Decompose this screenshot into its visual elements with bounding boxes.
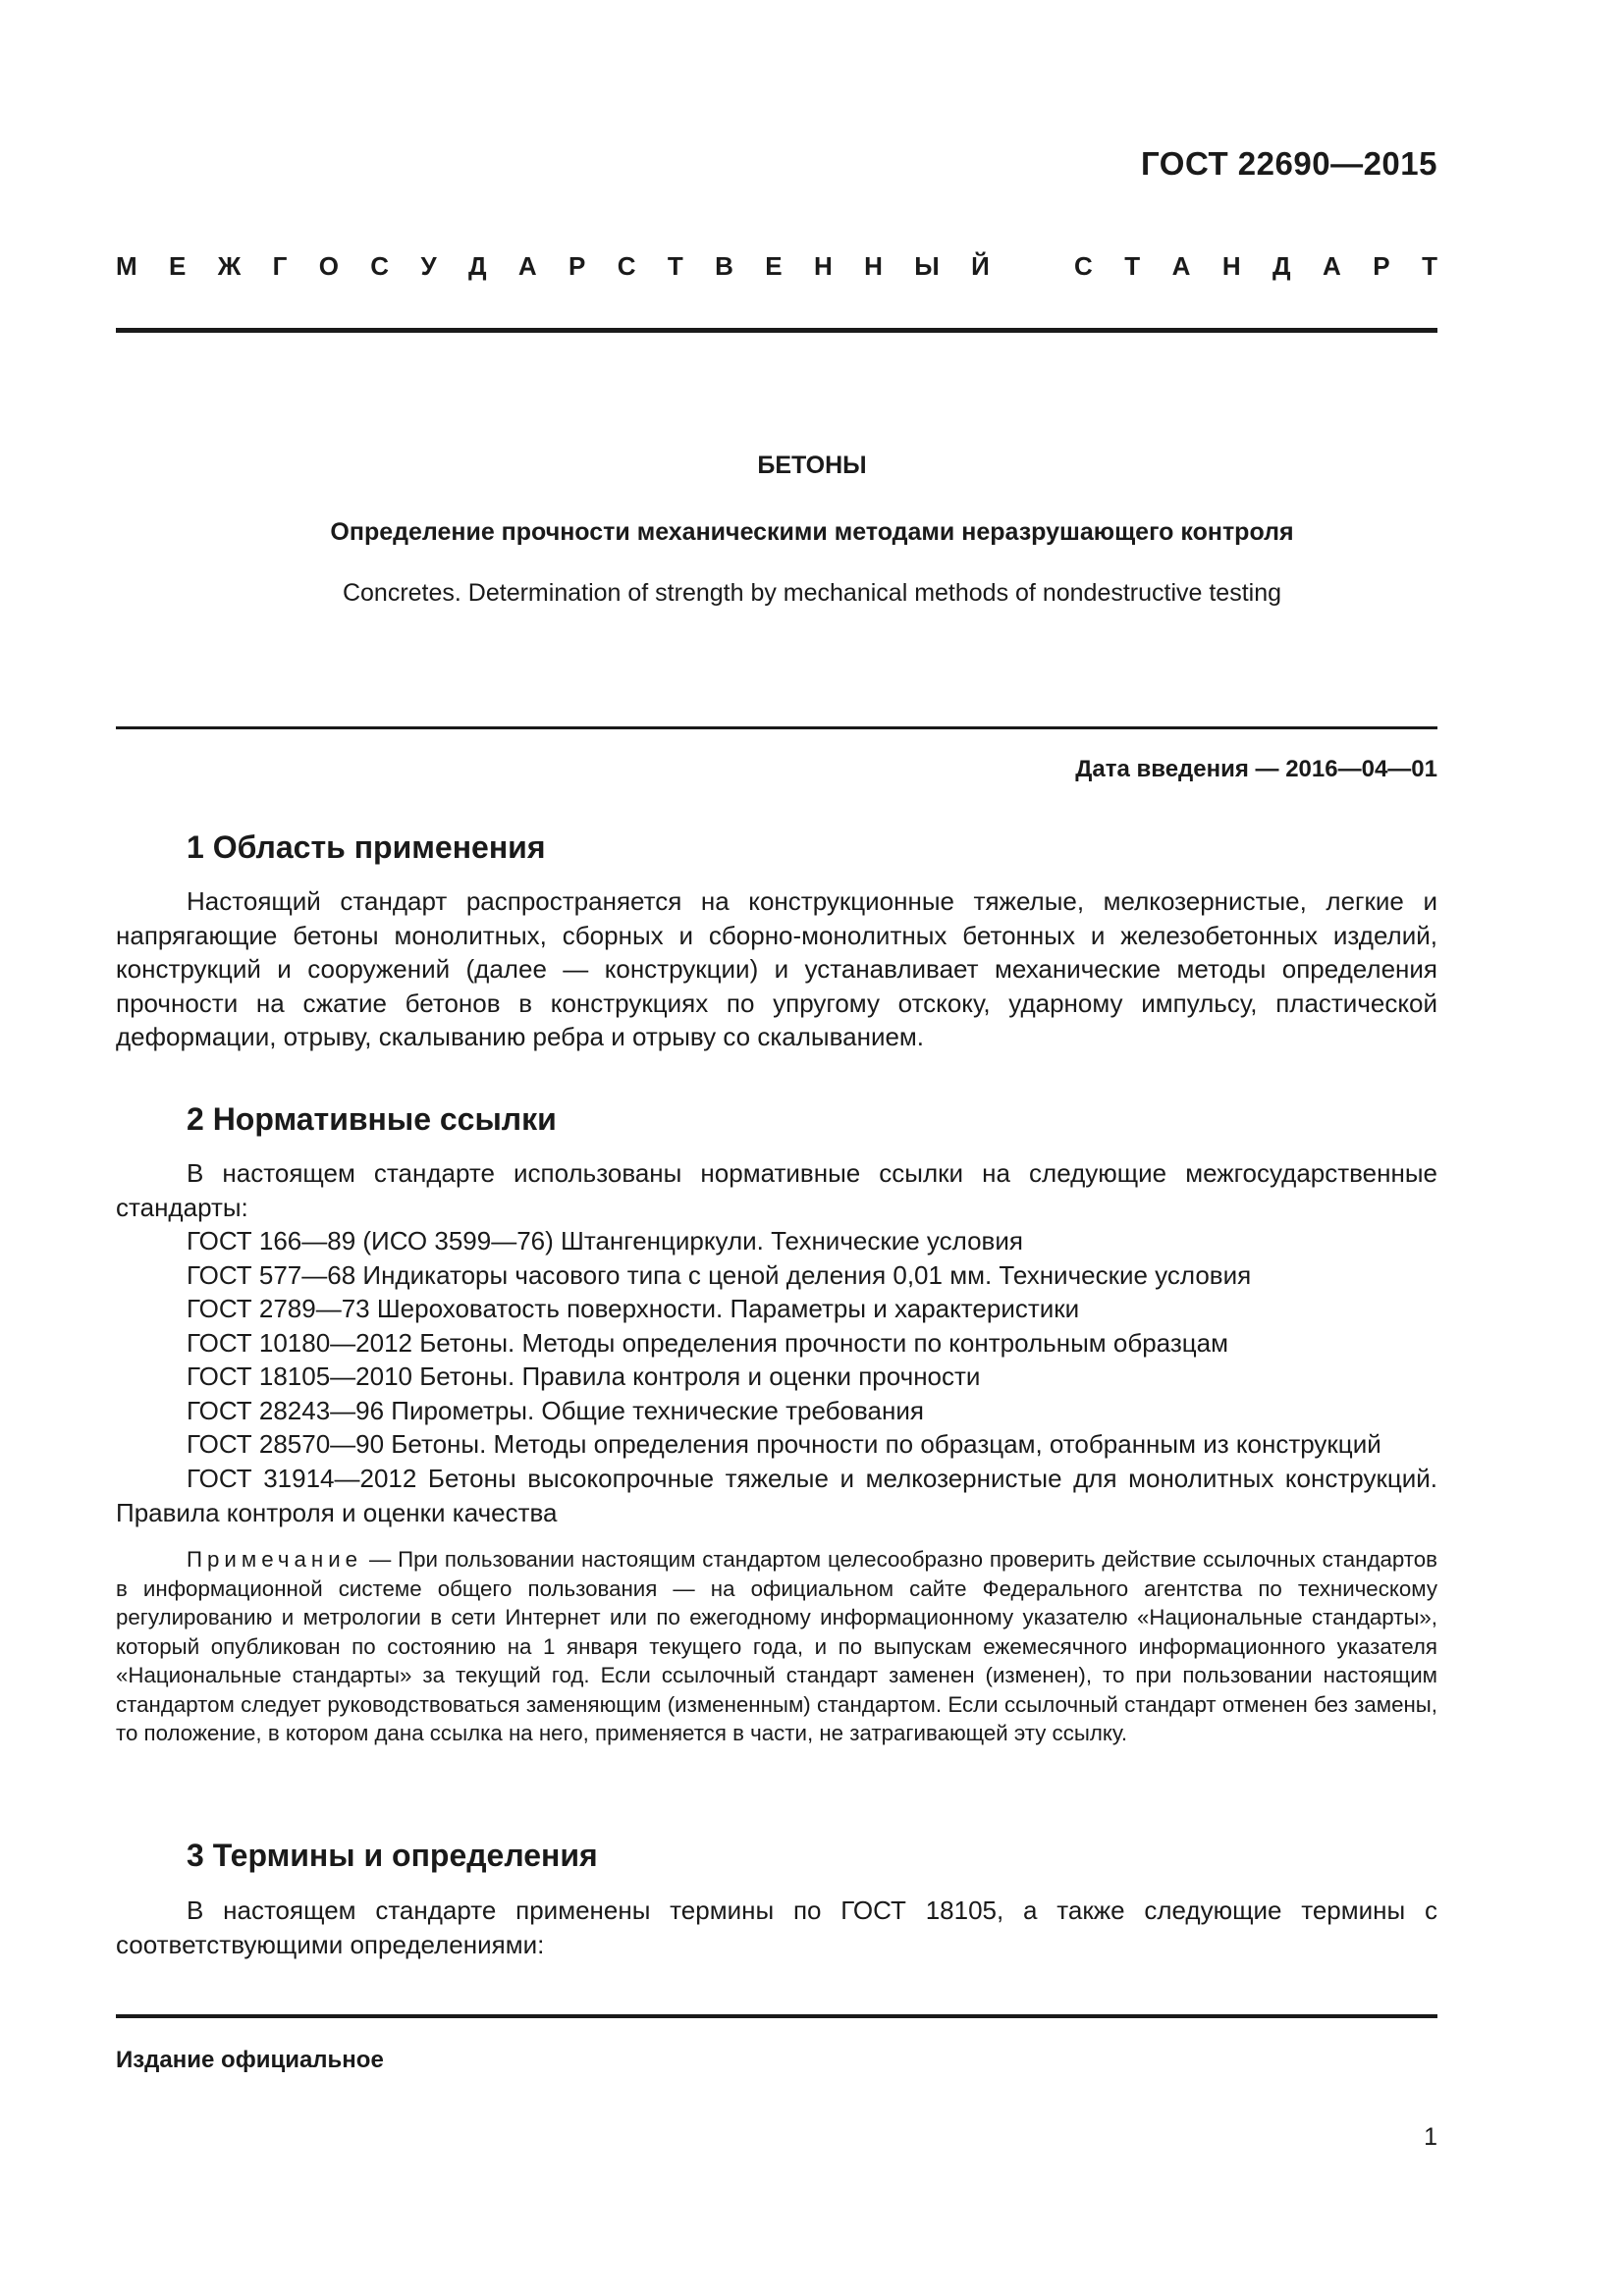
reference-item: ГОСТ 28243—96 Пирометры. Общие технические требования bbox=[187, 1396, 924, 1425]
document-subtitle: Определение прочности механическими методами неразрушающего контроля bbox=[330, 518, 1294, 546]
reference-item: ГОСТ 31914—2012 Бетоны высокопрочные тяжелые и мелкозернистые для монолитных конструкций. Правила контроля и оценки качества bbox=[116, 1464, 1437, 1527]
standard-type-word-2: С Т А Н Д А Р Т bbox=[1074, 251, 1437, 281]
section-3-paragraph: В настоящем стандарте применены термины по ГОСТ 18105, а также следующие термины с соответствующими определениями: bbox=[116, 1896, 1437, 1959]
page-number: 1 bbox=[1424, 2123, 1437, 2151]
note-text: — При пользовании настоящим стандартом целесообразно проверить действие ссылочных стандартов в информационной системе общего пользования — на официальном сайте Федерального агентства по техническому регулированию и метрологии в сети Интернет или по ежегодному информационному указателю «Национальные стандарты», который опубликован по состоянию на 1 января текущего года, и по выпускам ежемесячного информационного указателя «Национальные стандарты» за текущий год. Если ссылочный стандарт заменен (изменен), то при пользовании настоящим стандартом следует руководствоваться заменяющим (измененным) стандартом. Если ссылочный стандарт отменен без замены, то положение, в котором дана ссылка на него, применяется в части, не затрагивающей эту ссылку. bbox=[116, 1547, 1437, 1745]
section-2-paragraph: В настоящем стандарте использованы нормативные ссылки на следующие межгосударственные стандарты: bbox=[116, 1158, 1437, 1222]
header-rule bbox=[116, 328, 1437, 333]
section-2-note bbox=[116, 1545, 1437, 1748]
reference-item: ГОСТ 28570—90 Бетоны. Методы определения прочности по образцам, отобранным из конструкций bbox=[187, 1429, 1381, 1459]
note-label: Примечание bbox=[187, 1547, 363, 1572]
document-title-english: Concretes. Determination of strength by mechanical methods of nondestructive testing bbox=[342, 579, 1282, 607]
title-rule bbox=[116, 726, 1437, 729]
section-2-heading: 2 Нормативные ссылки bbox=[187, 1101, 557, 1137]
section-1-heading: 1 Область применения bbox=[187, 829, 546, 865]
edition-label: Издание официальное bbox=[116, 2047, 384, 2073]
reference-item: ГОСТ 166—89 (ИСО 3599—76) Штангенциркули. Технические условия bbox=[187, 1226, 1023, 1255]
footer-rule bbox=[116, 2014, 1437, 2018]
reference-item: ГОСТ 10180—2012 Бетоны. Методы определения прочности по контрольным образцам bbox=[187, 1328, 1228, 1358]
reference-item: ГОСТ 577—68 Индикаторы часового типа с ценой деления 0,01 мм. Технические условия bbox=[187, 1260, 1252, 1290]
document-title: БЕТОНЫ bbox=[757, 452, 867, 479]
introduction-date: Дата введения — 2016—04—01 bbox=[1075, 756, 1437, 782]
section-3-heading: 3 Термины и определения bbox=[187, 1838, 598, 1873]
standard-type-band bbox=[116, 251, 1437, 282]
reference-item: ГОСТ 18105—2010 Бетоны. Правила контроля и оценки прочности bbox=[187, 1362, 981, 1391]
document-number: ГОСТ 22690—2015 bbox=[1141, 145, 1437, 182]
section-1-paragraph: Настоящий стандарт распространяется на конструкционные тяжелые, мелкозернистые, легкие и напрягающие бетоны монолитных, сборных и сборно-монолитных бетонных и железобетонных изделий, конструкций и сооружений (далее — конструкции) и устанавливает механические методы определения прочности на сжатие бетонов в конструкциях по упругому отскоку, ударному импульсу, пластической деформации, отрыву, скалыванию ребра и отрыву со скалыванием. bbox=[116, 886, 1437, 1051]
reference-item: ГОСТ 2789—73 Шероховатость поверхности. Параметры и характеристики bbox=[187, 1294, 1080, 1323]
standard-type-word-1: М Е Ж Г О С У Д А Р С Т В Е Н Н Ы Й bbox=[116, 251, 990, 281]
